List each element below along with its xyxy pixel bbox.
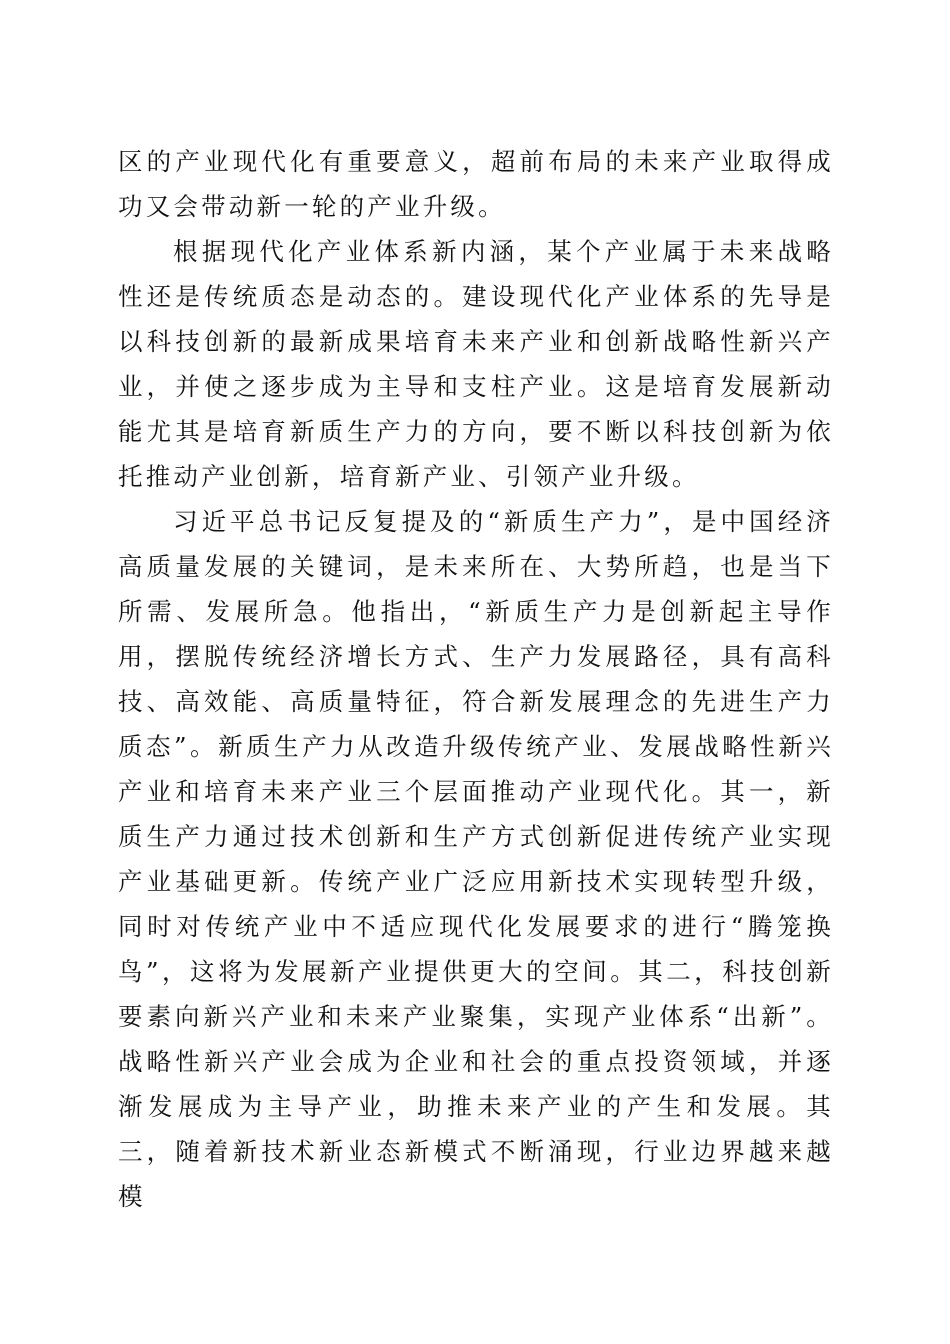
document-body (118, 139, 834, 1219)
paragraph-2: 根据现代化产业体系新内涵，某个产业属于未来战略性还是传统质态是动态的。建设现代化产业体系的先导是以科技创新的最新成果培育未来产业和创新战略性新兴产业，并使之逐步成为主导和支柱产业。这是培育发展新动能尤其是培育新质生产力的方向，要不断以科技创新为依托推动产业创新，培育新产业、引领产业升级。 (118, 237, 834, 491)
paragraph-1: 区的产业现代化有重要意义，超前布局的未来产业取得成功又会带动新一轮的产业升级。 (118, 147, 834, 221)
paragraph-3: 习近平总书记反复提及的“新质生产力”，是中国经济高质量发展的关键词，是未来所在、大势所趋，也是当下所需、发展所急。他指出，“新质生产力是创新起主导作用，摆脱传统经济增长方式、生产力发展路径，具有高科技、高效能、高质量特征，符合新发展理念的先进生产力质态”。新质生产力从改造升级传统产业、发展战略性新兴产业和培育未来产业三个层面推动产业现代化。其一，新质生产力通过技术创新和生产方式创新促进传统产业实现产业基础更新。传统产业广泛应用新技术实现转型升级，同时对传统产业中不适应现代化发展要求的进行“腾笼换鸟”，这将为发展新产业提供更大的空间。其二，科技创新要素向新兴产业和未来产业聚集，实现产业体系“出新”。战略性新兴产业会成为企业和社会的重点投资领域，并逐渐发展成为主导产业，助推未来产业的产生和发展。其三，随着新技术新业态新模式不断涌现，行业边界越来越模 (118, 507, 834, 1211)
